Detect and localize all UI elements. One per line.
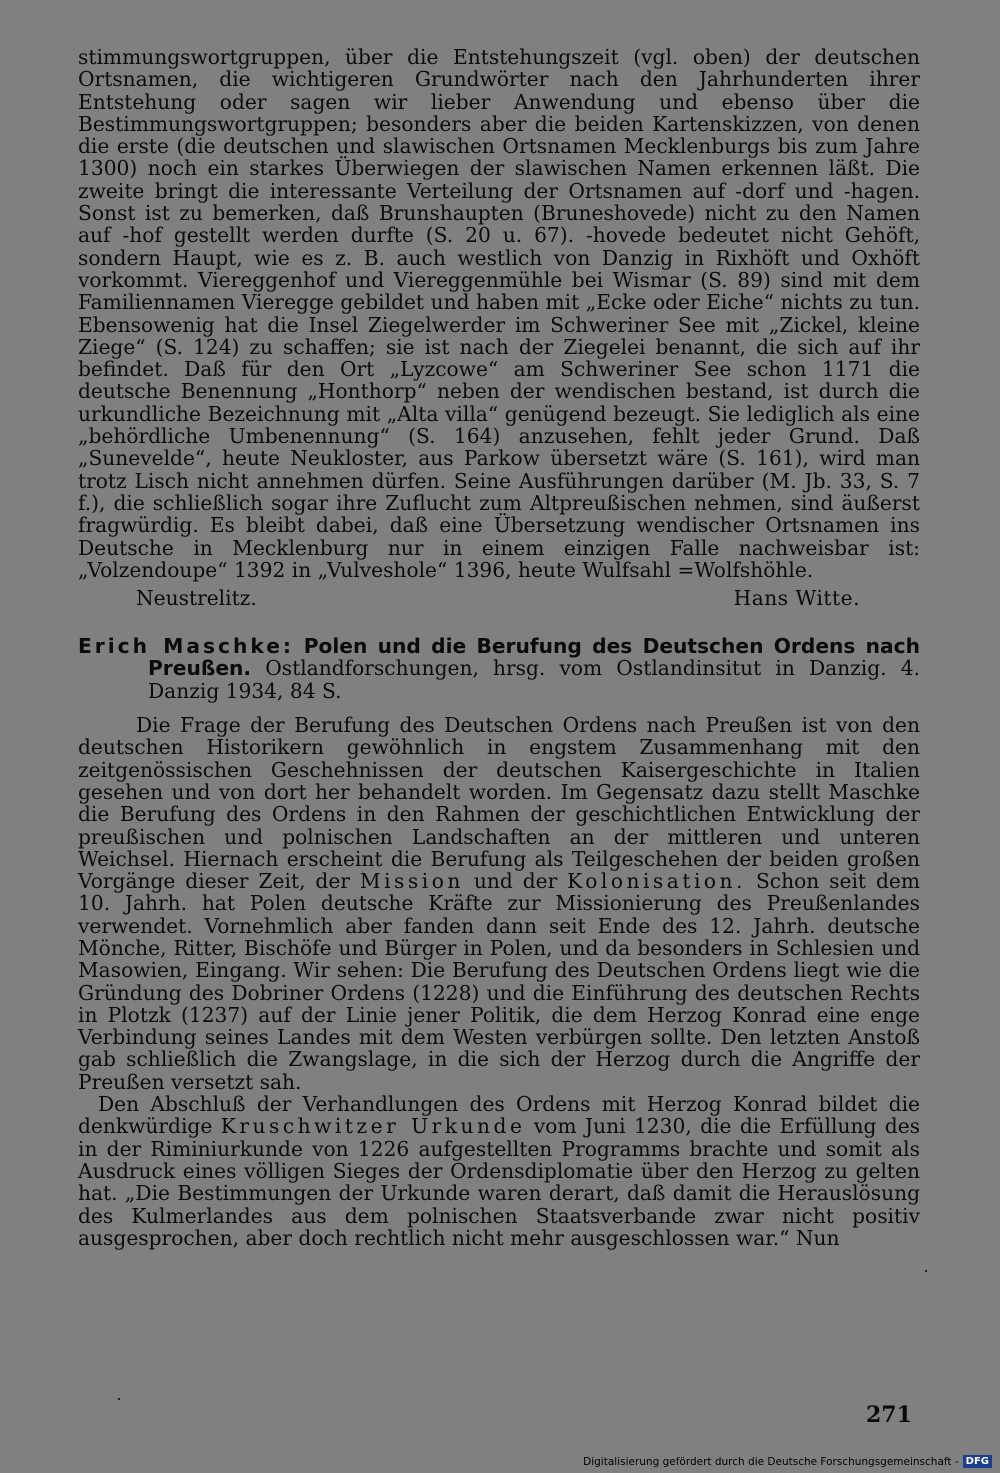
page-number: 271	[866, 1402, 912, 1428]
scan-speck	[118, 1398, 120, 1400]
term-mission: Mission	[359, 869, 464, 894]
review-book-title: Polen und die Berufung des Deutschen Ordens nach Preußen.	[148, 634, 921, 681]
signature-reviewer: Hans Witte.	[733, 586, 860, 611]
review-publication: Ostlandforschungen, hrsg. vom Ostlandinsitut in Danzig. 4. Danzig 1934, 84 S.	[148, 656, 920, 703]
paragraph-1-part-c: Schon seit dem 10. Jahrh. hat Polen deutsche Kräfte zur Missionierung des Preußenlandes verwendet. Vornehmlich aber fanden dann seit Ende des 12. Jahrh. deutsche Mönche, Ritter, Bischöfe und Bürger in Polen, und da besonders in Schlesien und Masowien, Eingang. Wir sehen: Die Berufung des Deutschen Ordens liegt wie die Gründung des Dobriner Ordens (1228) und die Einführung des deutschen Rechts in Plotzk (1237) auf der Linie jener Politik, die dem Herzog Konrad eine enge Verbindung seines Landes mit dem Westen verbürgen sollte. Den letzten Anstoß gab schließlich die Zwangslage, in die sich der Herzog durch die Angriffe der Preußen versetzt sah.	[78, 869, 921, 1094]
review-paragraph-1	[78, 714, 920, 1093]
review-author: Erich Maschke:	[78, 634, 295, 659]
footer-text: Digitalisierung gefördert durch die Deutsche Forschungsgemeinschaft -	[583, 1455, 959, 1468]
paragraph-2-part-a: Den Abschluß der Verhandlungen des Ordens mit Herzog Konrad bildet die denkwürdige	[78, 1092, 920, 1139]
term-kolonisation: Kolonisation.	[567, 869, 746, 894]
previous-review-text: stimmungswortgruppen, über die Entstehungszeit (vgl. oben) der deutschen Ortsnamen, die wichtigeren Grundwörter nach den Jahrhunderten ihrer Entstehung oder sagen wir lieber Anwendung und ebenso über die Bestimmungswortgruppen; besonders aber die beiden Kartenskizzen, von denen die erste (die deutschen und slawischen Ortsnamen Mecklenburgs bis zum Jahre 1300) noch ein starkes Überwiegen der slawischen Namen erkennen läßt. Die zweite bringt die interessante Verteilung der Ortsnamen auf -dorf und -hagen. Sonst ist zu bemerken, daß Brunshaupten (Bruneshovede) nicht zu den Namen auf -hof gestellt werden durfte (S. 20 u. 67). -hovede bedeutet nicht Gehöft, sondern Haupt, wie es z. B. auch westlich von Danzig in Rixhöft und Oxhöft vorkommt. Viereggenhof und Viereggenmühle bei Wismar (S. 89) sind mit dem Familiennamen Vieregge gebildet und haben mit „Ecke oder Eiche“ nichts zu tun. Ebensowenig hat die Insel Ziegelwerder im Schweriner See mit „Zickel, kleine Ziege“ (S. 124) zu schaffen; sie ist nach der Ziegelei benannt, die sich auf ihr befindet. Daß für den Ort „Lyzcowe“ am Schweriner See schon 1171 die deutsche Benennung „Honthorp“ neben der wendischen bestand, ist durch die urkundliche Bezeichnung mit „Alta villa“ genügend bezeugt. Sie lediglich als eine „behördliche Umbenennung“ (S. 164) anzusehen, fehlt jeder Grund. Daß „Sunevelde“, heute Neukloster, aus Parkow übersetzt wäre (S. 161), wird man trotz Lisch nicht annehmen dürfen. Seine Ausführungen darüber (M. Jb. 33, S. 7 f.), die schließlich sogar ihre Zuflucht zum Altpreußischen nehmen, sind äußerst fragwürdig. Es bleibt dabei, daß eine Übersetzung wendischer Ortsnamen ins Deutsche in Mecklenburg nur in einem einzigen Falle nachweisbar ist: „Volzendoupe“ 1392 in „Vulveshole“ 1396, heute Wulfsahl =Wolfshöhle.	[78, 45, 920, 582]
signature-place: Neustrelitz.	[136, 586, 257, 611]
term-kruschwitzer-urkunde: Kruschwitzer Urkunde	[220, 1114, 526, 1139]
previous-review-signature	[78, 587, 920, 615]
review-paragraph-2	[78, 1093, 920, 1249]
paragraph-1-part-b: und der	[473, 869, 558, 894]
page-content	[78, 46, 920, 1249]
review-heading	[78, 635, 920, 702]
dfg-logo: DFG	[963, 1455, 992, 1468]
digitization-footer	[583, 1455, 992, 1468]
paragraph-1-part-a: Die Frage der Berufung des Deutschen Ordens nach Preußen ist von den deutschen Historikern gewöhnlich in engstem Zusammenhang mit den zeitgenössischen Geschehnissen der deutschen Kaisergeschichte in Italien gesehen und von dort her behandelt worden. Im Gegensatz dazu stellt Maschke die Berufung des Ordens in den Rahmen der geschichtlichen Entwicklung der preußischen und polnischen Landschaften an der mittleren und unteren Weichsel. Hiernach erscheint die Berufung als Teilgeschehen der beiden großen Vorgänge dieser Zeit, der	[78, 713, 920, 894]
scan-speck	[925, 1270, 927, 1272]
paragraph-2-part-b: vom Juni 1230, die die Erfüllung des in der Riminiurkunde von 1226 aufgestellten Programms brachte und somit als Ausdruck eines völligen Sieges der Ordensdiplomatie über den Herzog zu gelten hat. „Die Bestimmungen der Urkunde waren derart, daß damit die Herauslösung des Kulmerlandes aus dem polnischen Staatsverbande zwar nicht positiv ausgesprochen, aber doch rechtlich nicht mehr ausgeschlossen war.“ Nun	[78, 1114, 921, 1250]
